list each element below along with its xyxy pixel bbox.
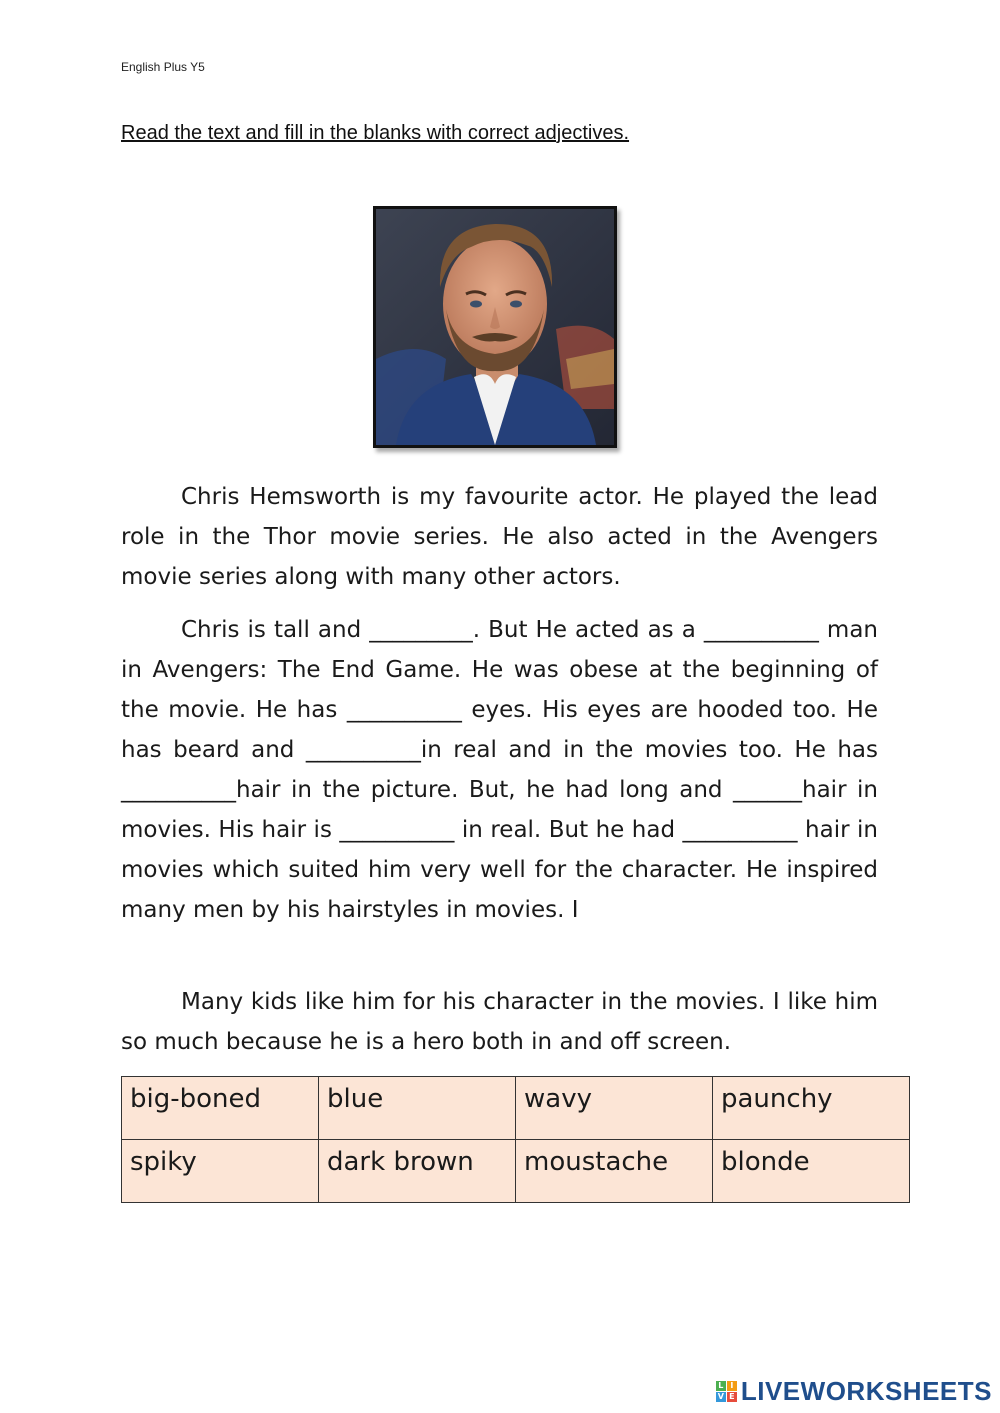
paragraph-text: Chris is tall and _________. But He acted as a __________ man in Avengers: The End Game. He was obese at the beginning of the movie. He has __________ eyes. His eyes are hooded too. He has beard and __________in real and in the movies too. He has __________hair in the picture. But, he had long and ______hair in movies. His hair is __________ in real. But he had __________ hair in movies which suited him very well for the character. He inspired many men by his hairstyles in movies. I — [121, 617, 878, 923]
word-bank-cell: wavy — [516, 1077, 713, 1140]
paragraph-fill-in — [121, 610, 878, 930]
portrait-photo-icon — [376, 209, 614, 445]
word-bank-cell: blue — [319, 1077, 516, 1140]
word-bank-cell: blonde — [713, 1140, 910, 1203]
word-bank-row — [122, 1140, 910, 1203]
paragraph-text: Chris Hemsworth is my favourite actor. He played the lead role in the Thor movie series. He also acted in the Avengers movie series along with many other actors. — [121, 484, 878, 590]
word-bank-cell: moustache — [516, 1140, 713, 1203]
word-bank-cell: paunchy — [713, 1077, 910, 1140]
liveworksheets-icon: L I V E — [716, 1381, 737, 1402]
paragraph-text: Many kids like him for his character in the movies. I like him so much because he is a hero both in and off screen. — [121, 989, 878, 1055]
paragraph-intro — [121, 477, 878, 597]
portrait-photo — [373, 206, 617, 448]
word-bank-table — [121, 1076, 910, 1203]
paragraph-closing — [121, 982, 878, 1062]
liveworksheets-wordmark: LIVEWORKSHEETS — [740, 1376, 992, 1406]
liveworksheets-logo — [716, 1376, 992, 1407]
word-bank-cell: big-boned — [122, 1077, 319, 1140]
word-bank-row — [122, 1077, 910, 1140]
instruction-heading: Read the text and fill in the blanks with correct adjectives. — [121, 122, 630, 144]
word-bank-cell: spiky — [122, 1140, 319, 1203]
course-label: English Plus Y5 — [121, 60, 205, 74]
word-bank-cell: dark brown — [319, 1140, 516, 1203]
